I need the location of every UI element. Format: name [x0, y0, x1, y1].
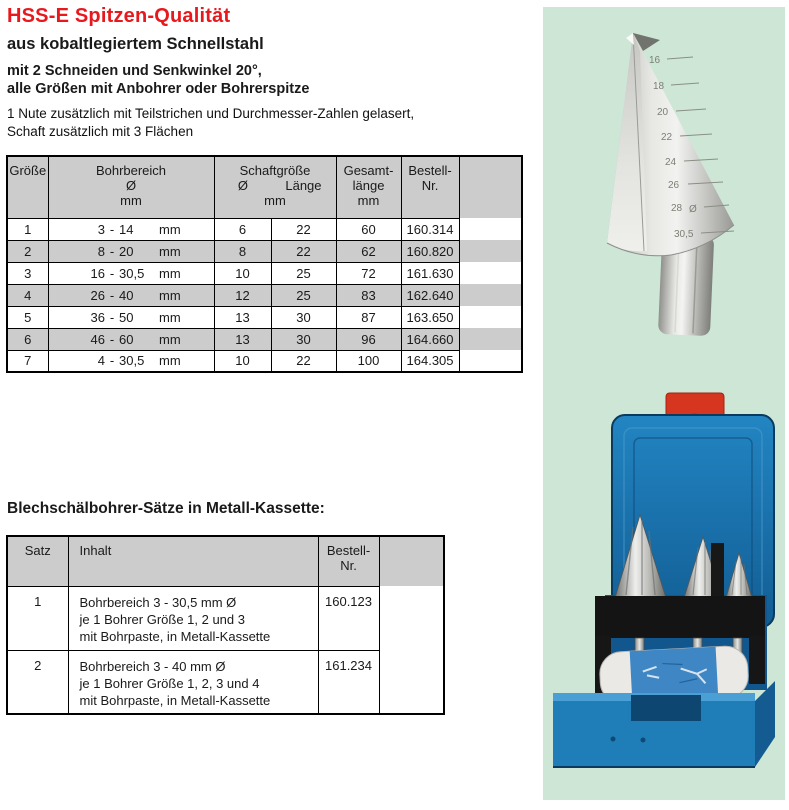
range-unit: mm [159, 243, 181, 259]
scale-label: 24 [665, 157, 677, 168]
feature-line-1: mit 2 Schneiden und Senkwinkel 20°, [7, 63, 262, 79]
col-header-bestellnr [401, 156, 459, 218]
schaft-d-cell: 6 [214, 218, 271, 240]
inhalt-line-3: mit Bohrpaste, in Metall-Kassette [79, 692, 271, 708]
sets-table-header-row [7, 536, 444, 586]
groesse-cell: 4 [7, 284, 48, 306]
sets-table [6, 535, 445, 715]
size-table-row [7, 328, 522, 350]
bohrbereich-title: Bohrbereich [95, 163, 167, 178]
drill-cone-body [607, 33, 734, 256]
range-dash: - [109, 353, 115, 369]
gesamt-cell: 83 [336, 284, 401, 306]
range-unit: mm [159, 353, 181, 369]
base-slot [631, 695, 701, 721]
cone-drill-image [543, 7, 785, 379]
gesamt-line2: länge [352, 178, 385, 193]
bestell-line1: Bestell- [408, 163, 452, 178]
range-unit: mm [159, 331, 181, 347]
groesse-cell: 1 [7, 218, 48, 240]
scale-label: 22 [661, 132, 673, 143]
empty-cell [459, 350, 522, 372]
note-line-1: 1 Nute zusätzlich mit Teilstrichen und Durchmesser-Zahlen gelasert, [7, 106, 415, 121]
bohrbereich-cell [48, 218, 214, 240]
schaft-d-cell: 12 [214, 284, 271, 306]
inhalt-line-3: mit Bohrpaste, in Metall-Kassette [79, 628, 271, 644]
range-unit: mm [159, 309, 181, 325]
scale-label: 16 [649, 55, 661, 66]
schaft-laenge-label: Länge [285, 178, 322, 193]
empty-cell [459, 262, 522, 284]
range-to: 50 [119, 309, 134, 325]
range-unit: mm [159, 265, 181, 281]
col-header-schaftgroesse [214, 156, 336, 218]
bohrbereich-cell [48, 240, 214, 262]
col-header-inhalt: Inhalt [68, 536, 318, 586]
bestell-cell: 160.314 [401, 218, 459, 240]
empty-cell [379, 586, 444, 650]
page-subtitle: aus kobaltlegiertem Schnellstahl [7, 35, 264, 53]
range-to: 20 [119, 243, 134, 259]
col-header-gesamtlaenge [336, 156, 401, 218]
bohrbereich-cell [48, 328, 214, 350]
intro-block [7, 5, 537, 140]
range-from: 46 [90, 331, 105, 347]
bestell-line1: Bestell- [326, 543, 371, 558]
sets-section-title: Blechschälbohrer-Sätze in Metall-Kassette: [7, 500, 325, 517]
size-table-row [7, 218, 522, 240]
bestell-cell: 160.123 [318, 586, 379, 650]
empty-cell [459, 218, 522, 240]
page-title: HSS-E Spitzen-Qualität [7, 5, 231, 27]
inhalt-line-1: Bohrbereich 3 - 40 mm Ø [79, 658, 226, 674]
size-table-row [7, 306, 522, 328]
size-table-row [7, 240, 522, 262]
product-photo-panel [543, 7, 785, 800]
bohrbereich-cell [48, 262, 214, 284]
empty-cell [459, 284, 522, 306]
sets-table-row [7, 650, 444, 714]
range-from: 36 [90, 309, 105, 325]
groesse-cell: 6 [7, 328, 48, 350]
note-line-2: Schaft zusätzlich mit 3 Flächen [7, 123, 194, 139]
scale-diameter-symbol: Ø [689, 204, 697, 215]
scale-label: 18 [653, 81, 665, 92]
inhalt-cell [68, 586, 318, 650]
range-dash: - [109, 243, 115, 259]
schaft-d-cell: 10 [214, 350, 271, 372]
schaft-len-cell: 30 [271, 328, 336, 350]
col-header-empty [379, 536, 444, 586]
range-from: 8 [97, 243, 105, 259]
groesse-cell: 7 [7, 350, 48, 372]
bohrbereich-cell [48, 350, 214, 372]
col-header-bestellnr [318, 536, 379, 586]
bestell-line2: Nr. [340, 558, 357, 573]
schaft-diameter-symbol: Ø [237, 178, 248, 193]
scale-label: 26 [668, 180, 680, 191]
size-table-row [7, 350, 522, 372]
note-lines [7, 105, 537, 140]
bestell-cell: 164.660 [401, 328, 459, 350]
metal-case-image [543, 385, 785, 797]
range-from: 16 [90, 265, 105, 281]
groesse-cell: 2 [7, 240, 48, 262]
bestell-line2: Nr. [421, 178, 439, 193]
schaft-subheaders [215, 178, 336, 193]
sets-table-row [7, 586, 444, 650]
bohrbereich-cell [48, 284, 214, 306]
range-from: 26 [90, 287, 105, 303]
range-dash: - [109, 221, 115, 237]
bohrbereich-unit: mm [120, 193, 142, 208]
bestell-cell: 161.630 [401, 262, 459, 284]
range-dash: - [109, 331, 115, 347]
gesamt-cell: 60 [336, 218, 401, 240]
inhalt-line-2: je 1 Bohrer Größe 1, 2 und 3 [79, 611, 245, 627]
empty-cell [459, 240, 522, 262]
range-unit: mm [159, 221, 181, 237]
schaft-len-cell: 25 [271, 262, 336, 284]
range-unit: mm [159, 287, 181, 303]
col-header-groesse [7, 156, 48, 218]
bestell-cell: 163.650 [401, 306, 459, 328]
bestell-cell: 160.820 [401, 240, 459, 262]
schaft-d-cell: 8 [214, 240, 271, 262]
inhalt-line-1: Bohrbereich 3 - 30,5 mm Ø [79, 594, 237, 610]
schaft-title: Schaftgröße [239, 163, 311, 178]
range-dash: - [109, 287, 115, 303]
inhalt-line-2: je 1 Bohrer Größe 1, 2, 3 und 4 [79, 675, 260, 691]
groesse-cell: 5 [7, 306, 48, 328]
schaft-len-cell: 22 [271, 218, 336, 240]
col-header-groesse-label: Größe [9, 163, 47, 178]
scale-label: 28 [671, 203, 683, 214]
bestell-cell: 162.640 [401, 284, 459, 306]
size-table-row [7, 284, 522, 306]
size-table [6, 155, 523, 373]
feature-line-2: alle Größen mit Anbohrer oder Bohrerspitze [7, 80, 310, 97]
range-to: 60 [119, 331, 134, 347]
gesamt-cell: 96 [336, 328, 401, 350]
gesamt-cell: 87 [336, 306, 401, 328]
satz-cell: 2 [7, 650, 68, 714]
bohrbereich-diameter-symbol: Ø [125, 178, 137, 193]
range-dash: - [109, 265, 115, 281]
schaft-len-cell: 30 [271, 306, 336, 328]
gesamt-line1: Gesamt- [343, 163, 394, 178]
empty-cell [459, 306, 522, 328]
schaft-len-cell: 25 [271, 284, 336, 306]
range-dash: - [109, 309, 115, 325]
case-base [553, 681, 775, 767]
groesse-cell: 3 [7, 262, 48, 284]
gesamt-cell: 100 [336, 350, 401, 372]
gesamt-unit: mm [357, 193, 380, 208]
range-to: 40 [119, 287, 134, 303]
col-header-bohrbereich [48, 156, 214, 218]
satz-cell: 1 [7, 586, 68, 650]
range-to: 14 [119, 221, 134, 237]
schaft-d-cell: 10 [214, 262, 271, 284]
schaft-d-cell: 13 [214, 306, 271, 328]
range-from: 4 [97, 353, 105, 369]
col-header-empty [459, 156, 522, 218]
size-table-row [7, 262, 522, 284]
empty-cell [459, 328, 522, 350]
bestell-cell: 161.234 [318, 650, 379, 714]
schaft-d-cell: 13 [214, 328, 271, 350]
inhalt-cell [68, 650, 318, 714]
gesamt-cell: 62 [336, 240, 401, 262]
col-header-satz: Satz [7, 536, 68, 586]
feature-lines [7, 63, 537, 98]
schaft-len-cell: 22 [271, 350, 336, 372]
range-to: 30,5 [119, 353, 145, 369]
bestell-cell: 164.305 [401, 350, 459, 372]
schaft-unit: mm [264, 193, 286, 208]
gesamt-cell: 72 [336, 262, 401, 284]
scale-label: 20 [657, 107, 669, 118]
scale-label: 30,5 [674, 229, 694, 240]
range-from: 3 [97, 221, 105, 237]
size-table-header-row [7, 156, 522, 218]
empty-cell [379, 650, 444, 714]
range-to: 30,5 [119, 265, 145, 281]
bohrbereich-cell [48, 306, 214, 328]
schaft-len-cell: 22 [271, 240, 336, 262]
